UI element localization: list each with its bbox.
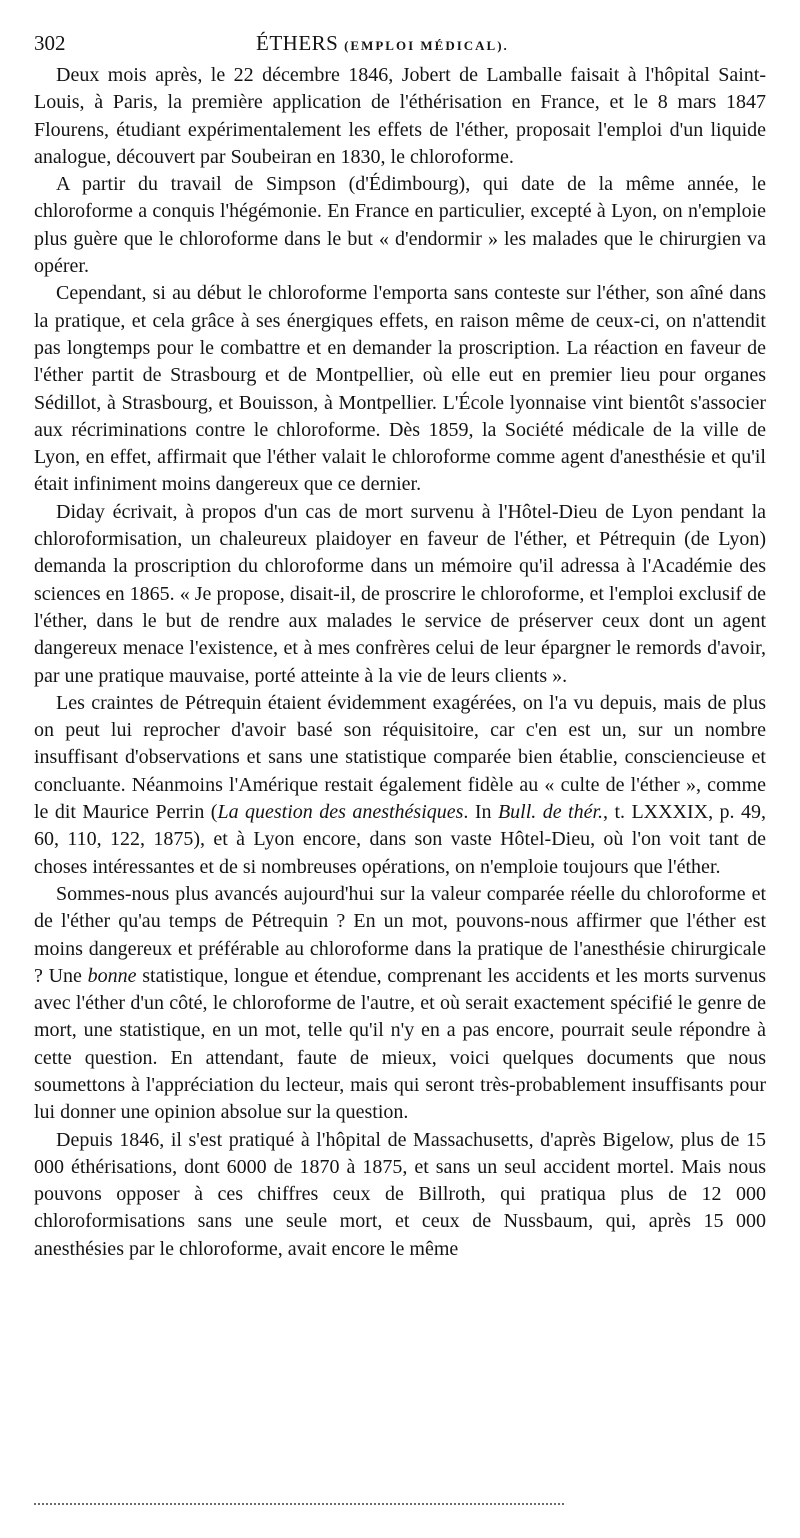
paragraph-3: Cependant, si au début le chloroforme l'emporta sans conteste sur l'éther, son aîné dans la pratique, et cela grâce à ses énergiques effets, en raison même de ceux-ci, on n'attendit pas longtemps pour le combattre et en demander la proscription. La réaction en faveur de l'éther partit de Strasbourg et de Montpellier, où elle eut en premier lieu pour organes Sédillot, à Strasbourg, et Bouisson, à Montpellier. L'École lyonnaise vint bientôt s'associer aux récriminations contre le chloroforme. Dès 1859, la Société médicale de la ville de Lyon, en effet, affirmait que l'éther valait le chloroforme comme agent d'anesthésie et qu'il était infiniment moins dangereux que ce dernier. <box>34 282 766 496</box>
paragraph-4: Diday écrivait, à propos d'un cas de mort survenu à l'Hôtel-Dieu de Lyon pendant la chloroformisation, un chaleureux plaidoyer en faveur de l'éther, et Pétrequin (de Lyon) demanda la proscription du chloroforme dans un mémoire qu'il adressa à l'Académie des sciences en 1865. « Je propose, disait-il, de proscrire le chloroforme, et l'emploi exclusif de l'éther, dans le but de rendre aux malades le service de préserver ceux dont un agent dangereux menace l'existence, et à mes confrères celui de leur épargner le remords d'avoir, par une pratique mauvaise, porté atteinte à la vie de leurs clients ». <box>34 500 766 687</box>
citation-title: La question des anesthésiques <box>217 801 464 824</box>
paragraph-6 <box>34 881 766 1127</box>
paragraph-6-text-start: Sommes-nous plus avancés aujourd'hui sur la valeur comparée réelle du chloroforme et de l'éther qu'au temps de Pétrequin ? En un mot, pouvons-nous affirmer que l'éther est moins dangereux et préférable au chloroforme dans la pratique de l'anesthésie chirurgicale ? Une <box>34 882 766 987</box>
emphasis-word: bonne <box>87 964 137 987</box>
bottom-dotted-rule <box>34 1503 564 1505</box>
running-head <box>34 28 766 58</box>
paragraph-2: A partir du travail de Simpson (d'Édimbourg), qui date de la même année, le chloroforme a conquis l'hégémonie. En France en particulier, excepté à Lyon, on n'emploie plus guère que le chloroforme dans le but « d'endormir » les malades que le chirurgien va opérer. <box>34 173 766 278</box>
paragraph-1: Deux mois après, le 22 décembre 1846, Jobert de Lamballe faisait à l'hôpital Saint-Louis, à Paris, la première application de l'éthérisation en France, et le 8 mars 1847 Flourens, étudiant expérimentalement les effets de l'éther, proposait l'emploi d'un liquide analogue, découvert par Soubeiran en 1830, le chloroforme. <box>34 64 766 168</box>
paragraph-7: Depuis 1846, il s'est pratiqué à l'hôpital de Massachusetts, d'après Bigelow, plus de 15 000 éthérisations, dont 6000 de 1870 à 1875, et sans un seul accident mortel. Mais nous pouvons opposer à ces chiffres ceux de Billroth, qui pratiqua plus de 12 000 chloroformisations sans une seule mort, et ceux de Nussbaum, qui, après 15 000 anesthésies par le chloroforme, avait encore le même <box>34 1128 766 1260</box>
paragraph-5 <box>34 690 766 881</box>
running-head-main: ÉTHERS <box>256 31 339 55</box>
citation-journal: Bull. de thér. <box>497 801 604 824</box>
paragraph-5-text-mid: . In <box>463 801 498 824</box>
paragraph-5-text-start: Les craintes de Pétrequin étaient évidemment exagérées, on l'a vu depuis, mais de plus on peut lui reprocher d'avoir basé son réquisitoire, car c'en est un, sur un nombre insuffisant d'observations et sans une statistique comparée bien établie, consciencieuse et concluante. Néanmoins l'Amérique restait également fidèle au « culte de l'éther », comme le dit Maurice Perrin ( <box>34 691 766 824</box>
page-number: 302 <box>34 31 66 55</box>
running-head-title <box>256 28 509 61</box>
paragraph-6-text-end: statistique, longue et étendue, comprenant les accidents et les morts survenus avec l'éther d'un côté, le chloroforme de l'autre, et où serait exactement spécifié le genre de mort, une statistique, en un mot, telle qu'il n'y en a pas encore, pourrait seule répondre à cette question. En attendant, faute de mieux, voici quelques documents que nous soumettons à l'appréciation du lecteur, mais qui seront très-probablement insuffisants pour lui donner une opinion absolue sur la question. <box>34 964 767 1124</box>
running-head-subtitle: (EMPLOI MÉDICAL). <box>344 38 509 53</box>
body-text <box>34 62 766 1263</box>
paragraph-5-text-end: , t. LXXXIX, p. 49, 60, 110, 122, 1875), et à Lyon encore, dans son vaste Hôtel-Dieu, où l'on voit tant de choses intéressantes et de si nombreuses opérations, on n'emploie toujours que l'éther. <box>34 801 766 878</box>
